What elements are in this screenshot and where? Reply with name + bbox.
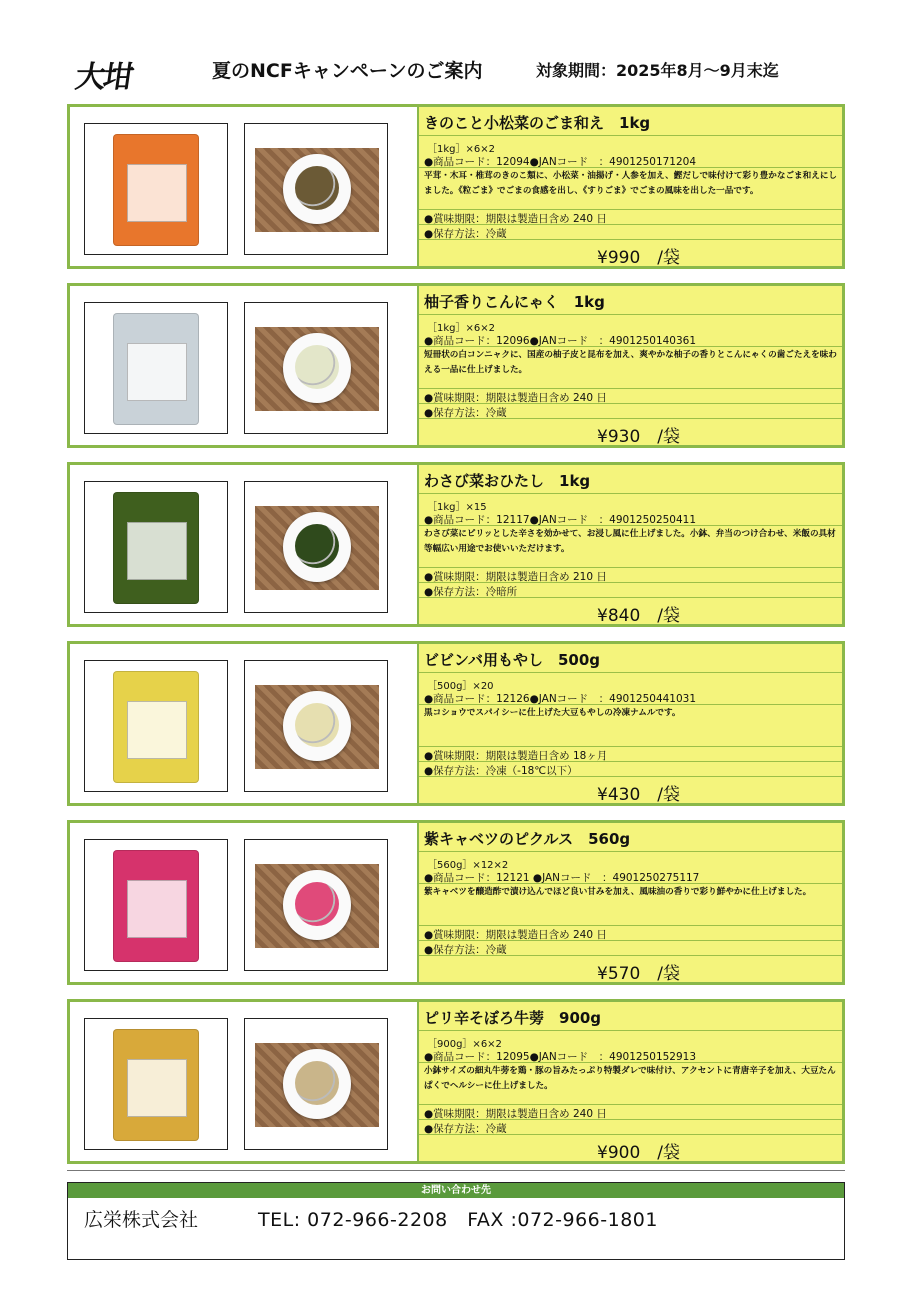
contact-box (67, 1182, 845, 1260)
food-image (295, 524, 339, 568)
plate-image (283, 691, 351, 761)
package-photo (84, 1018, 228, 1150)
product-spec: ［1kg］×15 (427, 502, 487, 513)
package-label (127, 522, 187, 580)
divider (419, 135, 842, 136)
shelf-life: ●賞味期限：期限は製造日含め 240 日 (424, 929, 607, 941)
dish-photo (244, 1018, 388, 1150)
dish-background (255, 327, 379, 411)
dish-photo (244, 839, 388, 971)
product-info (417, 107, 842, 266)
product-price: ¥840 /袋 (597, 606, 680, 626)
storage-method: ●保存方法：冷蔵 (424, 944, 507, 956)
plate-image (283, 870, 351, 940)
product-card (67, 820, 845, 985)
product-spec: ［1kg］×6×2 (427, 144, 495, 155)
product-price: ¥990 /袋 (597, 248, 680, 268)
product-spec: ［1kg］×6×2 (427, 323, 495, 334)
divider (419, 493, 842, 494)
dish-photo (244, 123, 388, 255)
shelf-life: ●賞味期限：期限は製造日含め 18ヶ月 (424, 750, 608, 762)
company-name: 広栄株式会社 (84, 1209, 199, 1231)
product-name: きのこと小松菜のごま和え 1kg (424, 114, 651, 132)
product-price: ¥430 /袋 (597, 785, 680, 805)
product-info (417, 286, 842, 445)
product-card (67, 283, 845, 448)
divider (419, 567, 842, 568)
product-codes: ●商品コード：12121 ●JANコード ：4901250275117 (424, 872, 700, 884)
package-image (113, 671, 199, 783)
package-image (113, 850, 199, 962)
product-card (67, 641, 845, 806)
dish-background (255, 1043, 379, 1127)
product-description: 紫キャベツを醸造酢で漬け込んでほど良い甘みを加え、風味油の香りで彩り鮮やかに仕上げました。 (424, 887, 812, 897)
divider (419, 925, 842, 926)
product-card (67, 104, 845, 269)
shelf-life: ●賞味期限：期限は製造日含め 240 日 (424, 392, 607, 404)
divider (419, 746, 842, 747)
page-title: 夏のNCFキャンペーンのご案内 (212, 60, 483, 82)
dish-photo (244, 302, 388, 434)
product-info (417, 465, 842, 624)
divider (419, 672, 842, 673)
package-photo (84, 302, 228, 434)
product-info (417, 1002, 842, 1161)
page-header (70, 48, 850, 95)
product-price: ¥930 /袋 (597, 427, 680, 447)
product-price: ¥900 /袋 (597, 1143, 680, 1163)
divider (419, 851, 842, 852)
plate-image (283, 154, 351, 224)
product-codes: ●商品コード：12096●JANコード ：4901250140361 (424, 335, 697, 347)
storage-method: ●保存方法：冷蔵 (424, 228, 507, 240)
divider (419, 314, 842, 315)
package-label (127, 343, 187, 401)
divider (419, 209, 842, 210)
product-name: ビビンバ用もやし 500g (424, 651, 600, 669)
product-name: 柚子香りこんにゃく 1kg (424, 293, 605, 311)
plate-image (283, 333, 351, 403)
package-label (127, 1059, 187, 1117)
product-spec: ［900g］×6×2 (427, 1039, 502, 1050)
storage-method: ●保存方法：冷蔵 (424, 1123, 507, 1135)
product-card (67, 999, 845, 1164)
package-photo (84, 660, 228, 792)
product-codes: ●商品コード：12095●JANコード ：4901250152913 (424, 1051, 697, 1063)
food-image (295, 345, 339, 389)
package-photo (84, 123, 228, 255)
product-codes: ●商品コード：12117●JANコード ：4901250250411 (424, 514, 697, 526)
product-info (417, 823, 842, 982)
product-name: わさび菜おひたし 1kg (424, 472, 591, 490)
product-description: わさび菜にピリッとした辛さを効かせて、お浸し風に仕上げました。小鉢、弁当のつけ合わせ、米飯の具材等幅広い用途でお使いいただけます。 (424, 529, 836, 554)
plate-image (283, 1049, 351, 1119)
package-label (127, 880, 187, 938)
product-name: 紫キャベツのピクルス 560g (424, 830, 631, 848)
dish-background (255, 506, 379, 590)
product-codes: ●商品コード：12126●JANコード ：4901250441031 (424, 693, 697, 705)
storage-method: ●保存方法：冷凍（-18℃以下） (424, 765, 578, 777)
package-image (113, 313, 199, 425)
package-image (113, 134, 199, 246)
food-image (295, 1061, 339, 1105)
product-spec: ［560g］×12×2 (427, 860, 509, 871)
product-description: 短冊状の白コンニャクに、国産の柚子皮と昆布を加え、爽やかな柚子の香りとこんにゃくの歯ごたえを味わえる一品に仕上げました。 (424, 350, 837, 375)
storage-method: ●保存方法：冷蔵 (424, 407, 507, 419)
dish-photo (244, 481, 388, 613)
company-logo: 大坩 (73, 60, 134, 95)
dish-background (255, 685, 379, 769)
product-codes: ●商品コード：12094●JANコード ：4901250171204 (424, 156, 697, 168)
campaign-period: 対象期間：2025年8月〜9月末迄 (536, 61, 779, 80)
contact-phones: TEL: 072-966-2208 FAX :072-966-1801 (258, 1209, 658, 1231)
divider (419, 1104, 842, 1105)
product-description: 小鉢サイズの細丸牛蒡を鶏・豚の旨みたっぷり特製ダレで味付け、アクセントに青唐辛子を加え、大豆たんぱくでヘルシーに仕上げました。 (424, 1066, 836, 1091)
product-info (417, 644, 842, 803)
package-label (127, 164, 187, 222)
product-description: 黒コショウでスパイシーに仕上げた大豆もやしの冷凍ナムルです。 (424, 708, 681, 718)
plate-image (283, 512, 351, 582)
product-card (67, 462, 845, 627)
contact-heading: お問い合わせ先 (68, 1183, 844, 1198)
dish-photo (244, 660, 388, 792)
dish-background (255, 864, 379, 948)
divider (419, 1030, 842, 1031)
shelf-life: ●賞味期限：期限は製造日含め 240 日 (424, 1108, 607, 1120)
divider (419, 388, 842, 389)
product-description: 平茸・木耳・椎茸のきのこ類に、小松菜・油揚げ・人参を加え、鰹だしで味付けて彩り豊かなごま和えにしました。《粒ごま》でごまの食感を出し、《すりごま》でごまの風味を出した一品です。 (424, 171, 838, 196)
food-image (295, 703, 339, 747)
shelf-life: ●賞味期限：期限は製造日含め 240 日 (424, 213, 607, 225)
package-image (113, 492, 199, 604)
product-price: ¥570 /袋 (597, 964, 680, 984)
package-photo (84, 481, 228, 613)
product-spec: ［500g］×20 (427, 681, 494, 692)
dish-background (255, 148, 379, 232)
storage-method: ●保存方法：冷暗所 (424, 586, 518, 598)
shelf-life: ●賞味期限：期限は製造日含め 210 日 (424, 571, 607, 583)
package-photo (84, 839, 228, 971)
divider (67, 1170, 845, 1171)
food-image (295, 882, 339, 926)
product-name: ピリ辛そぼろ牛蒡 900g (424, 1009, 602, 1027)
food-image (295, 166, 339, 210)
package-image (113, 1029, 199, 1141)
package-label (127, 701, 187, 759)
